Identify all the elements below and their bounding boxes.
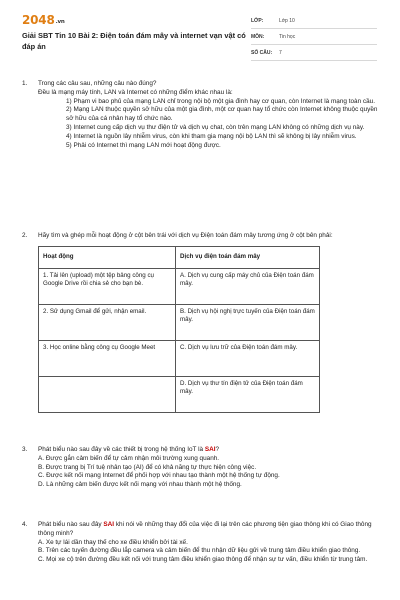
question-1 xyxy=(22,80,380,151)
meta-label: MÔN: xyxy=(251,34,265,41)
service-cell: C. Dịch vụ lưu trữ của Điện toán đám mây. xyxy=(176,340,320,376)
answer-option: C. Mọi xe cộ trên đường đều kết nối với trung tâm điều khiển giao thông để nhận sự tư vấn, điều khiển từ trung tâm. xyxy=(38,556,368,564)
question-number: 3. xyxy=(22,446,28,453)
answer-option: A. Xe tự lái dần thay thế cho xe điều khiển bởi tài xế. xyxy=(38,538,188,546)
meta-row-subject xyxy=(251,29,377,45)
statement-item: 5) Phải có Internet thì mạng LAN mới hoạt động được. xyxy=(66,141,221,149)
question-number: 4. xyxy=(22,521,28,528)
prompt-text: Phát biểu nào sau đây về các thiết bị trong hệ thống IoT là xyxy=(38,446,204,453)
logo-text: 2048 xyxy=(22,13,55,27)
question-number: 2. xyxy=(22,232,28,239)
document-title: Giải SBT Tin 10 Bài 2: Điện toán đám mây và internet vạn vật có đáp án xyxy=(22,31,246,51)
meta-value: 7 xyxy=(279,50,282,57)
service-cell: A. Dịch vụ cung cấp máy chủ của Điện toán đám mây. xyxy=(176,268,320,304)
table-row xyxy=(39,268,320,304)
statement-item: 1) Phạm vi bao phủ của mạng LAN chỉ trong nội bộ một gia đình hay cơ quan, còn Internet là mạng toàn cầu. xyxy=(66,97,376,105)
answer-option: A. Được gắn cảm biến để tự cảm nhận môi trường xung quanh. xyxy=(38,454,220,462)
prompt-text: khi nói về những thay đổi của việc đi lại trên các phương tiện giao thông khi có Giao thông thông minh? xyxy=(38,521,372,537)
emphasis-false: SAI xyxy=(103,521,115,528)
statement-item: 4) Internet là nguồn lây nhiễm virus, còn khi tham gia mạng nội bộ LAN thì sẽ không bị lây nhiễm virus. xyxy=(66,132,357,140)
question-number: 1. xyxy=(22,80,28,87)
question-prompt xyxy=(38,521,380,539)
question-3 xyxy=(22,446,380,490)
table-row xyxy=(39,340,320,376)
statement-item: 2) Mạng LAN thuộc quyền sở hữu của một gia đình, một cơ quan hay tổ chức còn Internet không thuộc quyền sở hữu của cá nhân hay tổ chức nào. xyxy=(66,106,378,123)
table-header-row xyxy=(39,246,320,268)
activity-cell: 3. Học online bằng công cụ Google Meet xyxy=(39,340,176,376)
prompt-text: Phát biểu nào sau đây xyxy=(38,521,102,528)
activity-cell: 2. Sử dụng Gmail để gửi, nhận email. xyxy=(39,304,176,340)
activity-cell xyxy=(39,376,176,412)
answer-option: C. Được kết nối mạng Internet để phối hợp với nhau tạo thành một hệ thống tự động. xyxy=(38,472,280,480)
answer-option: B. Được trang bị Trí tuệ nhân tạo (AI) để có khả năng tự thực hiện công việc. xyxy=(38,463,257,471)
document-header xyxy=(0,0,400,58)
service-cell: D. Dịch vụ thư tín điện tử của Điện toán đám mây. xyxy=(176,376,320,412)
meta-value: Tin học xyxy=(279,34,296,41)
statement-item: 3) Internet cung cấp dịch vụ thư điện tử và dịch vụ chat, còn trên mạng LAN không có những dịch vụ này. xyxy=(66,124,365,132)
meta-row-count xyxy=(251,45,377,61)
prompt-text: ? xyxy=(215,446,220,453)
question-2 xyxy=(22,232,380,413)
matching-table xyxy=(38,246,320,413)
meta-row-grade xyxy=(251,13,377,29)
question-4 xyxy=(22,521,380,565)
answer-option: B. Trên các tuyến đường đều lắp camera và cảm biến để thu nhận dữ liệu gửi về trung tâm điều khiển giao thông. xyxy=(38,547,361,555)
table-row xyxy=(39,376,320,412)
column-header-service: Dịch vụ điện toán đám mây xyxy=(176,246,320,268)
logo-suffix: .vn xyxy=(55,19,65,25)
meta-label: SỐ CÂU: xyxy=(251,50,273,57)
activity-cell: 1. Tải lên (upload) một tệp bảng công cụ Google Drive rồi chia sẻ cho bạn bè. xyxy=(39,268,176,304)
emphasis-false: SAI xyxy=(204,446,216,453)
meta-value: Lớp 10 xyxy=(279,18,295,25)
answer-option: D. Là những cảm biến được kết nối mạng với nhau thành một hệ thống. xyxy=(38,481,242,489)
table-row xyxy=(39,304,320,340)
service-cell: B. Dịch vụ hội nghị trực tuyến của Điện toán đám mây. xyxy=(176,304,320,340)
question-lead: Đều là mạng máy tính, LAN và Internet có những điểm khác nhau là: xyxy=(38,88,233,96)
question-prompt xyxy=(38,446,380,455)
meta-label: LỚP: xyxy=(251,18,264,25)
question-prompt: Trong các câu sau, những câu nào đúng? xyxy=(38,80,157,87)
document-meta xyxy=(251,13,377,61)
question-prompt: Hãy tìm và ghép mỗi hoạt động ở cột bên trái với dịch vụ Điện toán đám mây tương ứng ở cột bên phải: xyxy=(38,232,333,239)
column-header-activity: Hoạt động xyxy=(39,246,176,268)
site-logo[interactable] xyxy=(22,12,65,29)
